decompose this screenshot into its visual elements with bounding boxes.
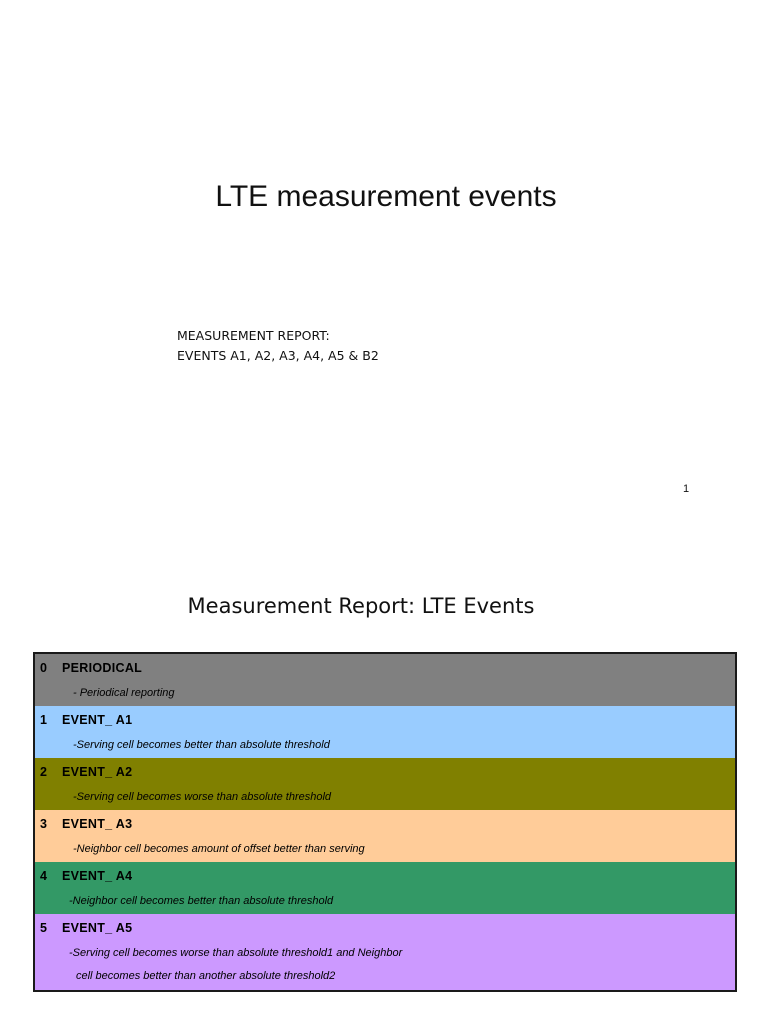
- event-header: [35, 706, 735, 732]
- event-name: EVENT_ A3: [62, 817, 133, 831]
- page-number: 1: [683, 483, 690, 495]
- event-description-text: -Serving cell becomes worse than absolute threshold: [73, 791, 332, 803]
- event-number: 0: [40, 661, 47, 675]
- event-description-text-2: cell becomes better than another absolute threshold2: [76, 970, 336, 982]
- event-name: PERIODICAL: [62, 661, 143, 675]
- subtitle-line-1: MEASUREMENT REPORT:: [177, 328, 330, 343]
- event-header: [35, 654, 735, 680]
- event-number: 5: [40, 921, 47, 935]
- event-row-periodical: [35, 654, 735, 706]
- event-description: [35, 940, 735, 966]
- slide-subtitle: [177, 326, 379, 366]
- event-row-a4: [35, 862, 735, 914]
- event-number: 4: [40, 869, 47, 883]
- events-table: [33, 652, 737, 992]
- event-number: 2: [40, 765, 47, 779]
- event-description-text: -Serving cell becomes better than absolute threshold: [73, 739, 330, 751]
- event-description: [35, 888, 735, 914]
- event-description-text: -Neighbor cell becomes better than absolute threshold: [69, 895, 334, 907]
- event-name: EVENT_ A4: [62, 869, 133, 883]
- event-description-text: - Periodical reporting: [73, 687, 175, 699]
- event-header: [35, 758, 735, 784]
- subtitle-line-2: EVENTS A1, A2, A3, A4, A5 & B2: [177, 348, 379, 363]
- event-description: [35, 836, 735, 862]
- event-name: EVENT_ A2: [62, 765, 133, 779]
- event-description: [35, 732, 735, 758]
- event-row-a5: [35, 914, 735, 990]
- section-title: Measurement Report: LTE Events: [187, 594, 535, 618]
- event-description-text: -Neighbor cell becomes amount of offset better than serving: [73, 843, 365, 855]
- event-description: [35, 680, 735, 706]
- event-number: 3: [40, 817, 47, 831]
- event-name: EVENT_ A5: [62, 921, 133, 935]
- event-header: [35, 914, 735, 940]
- event-row-a3: [35, 810, 735, 862]
- event-row-a1: [35, 706, 735, 758]
- event-description-text: -Serving cell becomes worse than absolute threshold1 and Neighbor: [69, 947, 403, 959]
- event-header: [35, 810, 735, 836]
- event-name: EVENT_ A1: [62, 713, 133, 727]
- event-number: 1: [40, 713, 47, 727]
- event-header: [35, 862, 735, 888]
- event-description: [35, 784, 735, 810]
- event-description-continued: [35, 966, 735, 990]
- event-row-a2: [35, 758, 735, 810]
- slide-title: LTE measurement events: [215, 180, 557, 213]
